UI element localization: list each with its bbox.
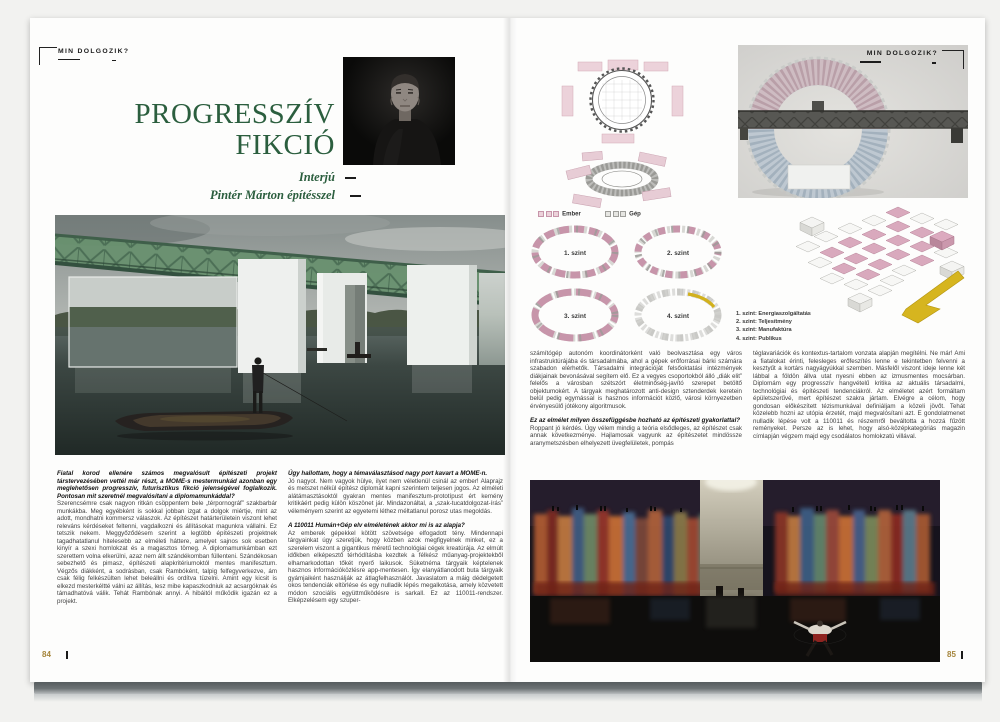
ring-diagram-level-4 (630, 285, 726, 352)
legend-gep (605, 211, 641, 218)
yellow-ribbon-shape (902, 271, 964, 323)
ring-2-illustration (630, 222, 726, 284)
question-4: Ez az elmélet milyen összefüggésbe hozható az építészeti gyakorlattal? (530, 417, 741, 424)
page-fold (503, 18, 517, 682)
gep-swatch-icon (620, 211, 626, 217)
bridge-river-photo (55, 215, 505, 455)
title-line-1: PROGRESSZÍV (134, 98, 335, 130)
gep-swatch-icon (613, 211, 619, 217)
answer-4: Roppant jó kérdés. Úgy vélem mindig a teória elsődleges, az építészet csak annak következménye. Hajlamosak vagyunk az építészetet mindössze aranymetszésben elhelyezett üvegfelületek, pompás (530, 424, 742, 447)
question-2: Úgy hallottam, hogy a témaválasztásod nagy port kavart a MOME-n. (288, 470, 488, 477)
ember-swatch-icon (546, 211, 552, 217)
spread-edge-fade (34, 694, 982, 702)
subtitle-dash-1 (345, 177, 356, 179)
ring-4-label: 4. szint (666, 313, 690, 320)
plan-diagram-illustration (540, 48, 725, 208)
question-3: A 110011 Humán+Gép elv elméletének akkor mi is az alapja? (288, 522, 465, 529)
answer-2: Jó nagyot. Nem vagyok hülye, ilyet nem véletlenül csinál az ember! Alaprajz és metszet nélkül építész diplomát kapni szerintem teljesen jogos. Az elméleti alátámasztásoktól gyakran mentes manifesztum-prototípust ért kemény kritikáért pedig külön köszönet jár. Mindazonáltal, a „szak-tucatdolgozat-írás” véleményem szerint az egyetemi léthez méltatlanul porosz utas megoldás. (288, 477, 503, 515)
bridge-model-illustration (738, 45, 968, 198)
portrait-illustration (343, 57, 455, 165)
legend-ember-label: Ember (562, 211, 581, 218)
page-number-left: 84 (42, 650, 51, 659)
level-legend-1: 1. szint: Energiaszolgáltatás (736, 311, 811, 317)
ring-diagram-level-3 (527, 285, 623, 352)
article-title (95, 99, 335, 161)
ring-3-illustration (527, 285, 623, 347)
section-tick-right (932, 62, 936, 64)
ring-diagram-level-2 (630, 222, 726, 289)
gep-swatch-icon (605, 211, 611, 217)
subtitle-dash-2 (350, 195, 361, 197)
section-underline-right (860, 61, 881, 63)
render-photo (530, 480, 940, 662)
bridge-river-illustration (55, 215, 505, 455)
level-legend-4: 4. szint: Publikus (736, 335, 782, 342)
ember-swatch-icon (553, 211, 559, 217)
answer-1: Szerencsémre csak nagyon ritkán csöppentem bele „térpornográf” szakbarbár munkákba. Meg egyébként is sokkal jobban izgat a dolgok miértje, mint az adott, mondhatni kommersz válaszok. Az építészet határterületein viszont lehet releváns kérdéseket feltenni, vagdalkozni és állításokat magunkra vállalni. Ez tetszik nekem. Meggyőződésem szerint a legtöbb építészeti projektnek tagadhatatlanul hitelesebb az elméleti háttere, amelyet sajnos sok esetben kinyír a szexi homlokzat és a magasztos tömeg. A diplomamunkámban ezt szerettem volna elkerülni, azaz nem állt szándékomban füllenteni. Szándékosan sebezhető és pimasz, építészeti alapkritériumoktól mentes manifesztum. Végzős diákként, a sodrásban, csak Rambóként, talpig felfegyverkezve, ám csak félig felkészülten lehet beleállni és ordítva tüzelni. Amint egy kicsit is elkezd mesterkéltté válni az állítás, lesz mibe kapaszkodniuk az acsargóknak és támadhatóvá válik. Tehát Rambónak annyi. A hibáitól működik igazán ez a projekt. (57, 500, 277, 605)
ember-swatch-icon (538, 211, 544, 217)
section-label-left: MIN DOLGOZIK? (58, 48, 130, 55)
article-column-2 (288, 470, 503, 605)
subtitle-line-1: Interjú (298, 170, 335, 184)
spread-edge-shadow (34, 682, 982, 694)
ring-1-label: 1. szint (563, 250, 587, 257)
article-column-4 (753, 350, 965, 440)
page-bar-left (66, 651, 68, 659)
plan-diagram (540, 48, 725, 208)
article-column-1 (57, 470, 277, 605)
subtitle-line-2: Pintér Márton építésszel (209, 187, 335, 202)
ring-2-label: 2. szint (666, 250, 690, 257)
answer-3: Az emberek gépekkel kötött szövetsége elfogadott tény. Mindennapi tárgyainkat úgy szeretjük, hogy közben azok megfigyelnek minket, ez a szerelem viszont a gigantikus méretű technológiai cégek kreatúrája. Az elmúlt időkben elképesztő térhódításba kezdtek a félkész műanyag-projektekből elhamarkodottan tőkét nyerő laikusok. Süketnéma tárgyaik képtelenek hasznos információközlésre app-mentesen. Így elanyátlanodott buta tárgyaik gyámjaiként használják az átlagfelhasználót. Javaslatom a máig dédelgetett okos tendenciák eltörlése és egy nulladik lépés megalkotása, amely közvetett módon szociális együttműködésre is sarkall. Ez az 110011-rendszer. Elképzelésem egy szuper- (288, 529, 503, 604)
level-legend-2: 2. szint: Teljesítmény (736, 319, 792, 326)
section-underline-left (58, 59, 80, 61)
legend-gep-label: Gép (629, 211, 641, 218)
question-1: Fiatal korod ellenére számos megvalósult építészeti projekt társtervezésében vettél már részt, a MOME-s mestermunkád azonban egy meglehetősen progresszív, futurisztikus fikció jelenségével foglalkozik. Pontosan mit szeretnél megvalósítani a diplomamunkáddal? (57, 470, 277, 500)
render-illustration (530, 480, 940, 662)
level-legend-3: 3. szint: Manufaktúra (736, 327, 792, 334)
corner-bracket-right (942, 50, 964, 69)
article-column-3 (530, 350, 742, 447)
page-bar-right (961, 651, 963, 659)
legend-ember (538, 211, 581, 218)
title-line-2: FIKCIÓ (235, 129, 335, 161)
ring-3-label: 3. szint (563, 313, 587, 320)
page-number-right: 85 (947, 650, 956, 659)
ring-4-illustration (630, 285, 726, 347)
bridge-model-photo (738, 45, 968, 198)
corner-bracket-left (39, 47, 57, 65)
ring-diagram-level-1 (527, 222, 623, 289)
article-subtitle (95, 169, 335, 204)
section-tick-left (112, 60, 116, 62)
answer-3-continued: számítógép autonóm koordinátorként való beolvasztása egy város infrastruktúrájába és társadalmába, ahol a gépek erőforrásai bárki számára szabadon elérhetők. Társadalmi integrációját felsőoktatási intézmények diákjainak bevonásával segítem elő. Ez a vegyes csoportokból álló „diák elit” felelős a városban szétszórt életminőség-javító szerepet betöltő objektumokért. A tárgyak meghatározott anti-design sztenderdek keretein belül pedig egymással is hasznos információt közlő, városi környezetben érvényesülő jótékony algoritmusok. (530, 350, 742, 410)
answer-4-continued: téglavariációk és kontextus-tartalom vonzata alapján megítélni. Ne már! Ami a fiatalokat érinti, felesleges erőfeszítés lenne e tekintetben felvenni a kesztyűt a kortárs nagyágyúkkal szemben. Másfelől viszont ideje lenne két lábbal a földön állva utat nyesni ebben az izmusmentes mocsárban. Diplomám egy progresszív hangvételű kritika az aktuális társadalmi, technológiai és építészeti tendenciákról. Az elméletet azért formáltam épületszerűvé, mert építészet szakra jártam. Elvégre a célom, hogy gondosan előkészített tézismunkával definiáljam a közeli jövőt. Tehát közelebb hozni az utópia érzetét, majd megvalósítani azt. E gondolatmenet nulladik lépése volt a 110011 és részemről beváltotta a hozzá fűzött reményeket. Persze az is lehet, hogy alsó-középkategóriás magazin címlapján végzem majd egy csodálatos homlokzatú villával. (753, 350, 965, 440)
level-legend (736, 310, 866, 343)
ring-1-illustration (527, 222, 623, 284)
section-label-right: MIN DOLGOZIK? (866, 50, 938, 57)
portrait-photo (343, 57, 455, 165)
